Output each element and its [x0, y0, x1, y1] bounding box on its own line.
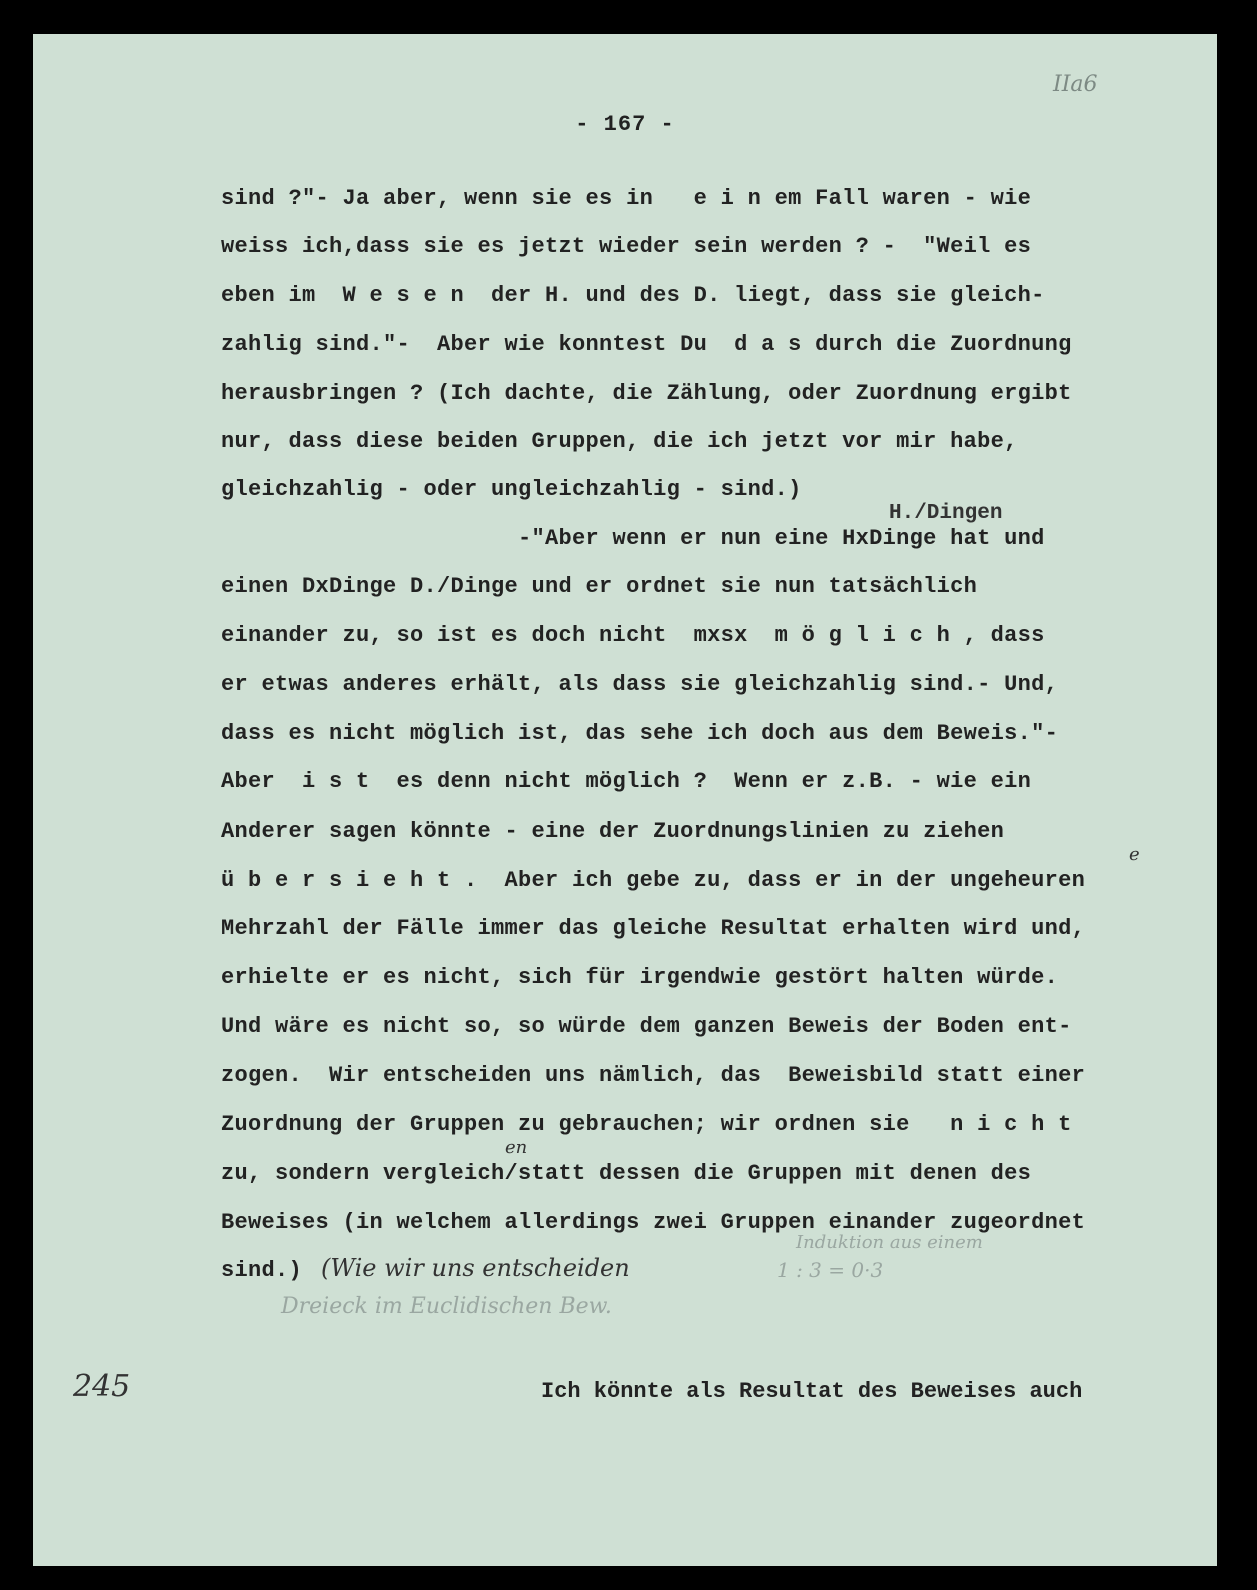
text-line-23: sind.): [221, 1258, 303, 1283]
text-line-2: weiss ich,dass sie es jetzt wieder sein werden ? - "Weil es: [221, 234, 1032, 259]
handwritten-faint-note-1: Induktion aus einem: [796, 1232, 983, 1253]
text-line-9: einen DxDinge D./Dinge und er ordnet sie nun tatsächlich: [221, 574, 978, 599]
text-line-1: sind ?"- Ja aber, wenn sie es in e i n em Fall waren - wie: [221, 186, 1032, 211]
text-line-21: zu, sondern vergleich/statt dessen die Gruppen mit denen des: [221, 1161, 1032, 1186]
text-line-3: eben im W e s e n der H. und des D. liegt, dass sie gleich-: [221, 283, 1045, 308]
archive-mark: IIa6: [1053, 72, 1098, 97]
handwritten-note: (Wie wir uns entscheiden: [321, 1254, 630, 1282]
text-line-5: herausbringen ? (Ich dachte, die Zählung, oder Zuordnung ergibt: [221, 381, 1072, 406]
text-line-22: Beweises (in welchem allerdings zwei Gruppen einander zugeordnet: [221, 1210, 1086, 1235]
text-line-18: Und wäre es nicht so, so würde dem ganzen Beweis der Boden ent-: [221, 1014, 1072, 1039]
text-line-19: zogen. Wir entscheiden uns nämlich, das Beweisbild statt einer: [221, 1063, 1086, 1088]
text-line-14: Anderer sagen könnte - eine der Zuordnungslinien zu ziehen: [221, 819, 1005, 844]
document-page: [33, 34, 1217, 1566]
text-line-15: ü b e r s i e h t . Aber ich gebe zu, dass er in der ungeheuren: [221, 868, 1086, 893]
text-line-17: erhielte er es nicht, sich für irgendwie gestört halten würde.: [221, 965, 1059, 990]
insertion-h-dingen: H./Dingen: [889, 502, 1003, 525]
text-line-8: -"Aber wenn er nun eine HxDinge hat und: [221, 526, 1045, 551]
text-line-10: einander zu, so ist es doch nicht mxsx m ö g l i c h , dass: [221, 623, 1045, 648]
text-line-11: er etwas anderes erhält, als dass sie gleichzahlig sind.- Und,: [221, 672, 1059, 697]
text-line-13: Aber i s t es denn nicht möglich ? Wenn er z.B. - wie ein: [221, 769, 1032, 794]
text-line-20: Zuordnung der Gruppen zu gebrauchen; wir ordnen sie n i c h t: [221, 1112, 1072, 1137]
text-line-6: nur, dass diese beiden Gruppen, die ich jetzt vor mir habe,: [221, 429, 1018, 454]
handwritten-fraction: 1 : 3 = 0·3: [777, 1258, 884, 1282]
text-line-7: gleichzahlig - oder ungleichzahlig - sind.): [221, 477, 802, 502]
handwritten-faint-note-2: Dreieck im Euclidischen Bew.: [281, 1294, 612, 1319]
superscript-en: en: [505, 1137, 528, 1158]
text-line-12: dass es nicht möglich ist, das sehe ich doch aus dem Beweis."-: [221, 721, 1059, 746]
page-number: - 167 -: [575, 112, 675, 137]
text-line-4: zahlig sind."- Aber wie konntest Du d a s durch die Zuordnung: [221, 332, 1072, 357]
bottom-line: Ich könnte als Resultat des Beweises auch: [541, 1379, 1083, 1404]
margin-number: 245: [73, 1369, 131, 1404]
text-line-16: Mehrzahl der Fälle immer das gleiche Resultat erhalten wird und,: [221, 916, 1086, 941]
superscript-e: e: [1129, 844, 1140, 865]
